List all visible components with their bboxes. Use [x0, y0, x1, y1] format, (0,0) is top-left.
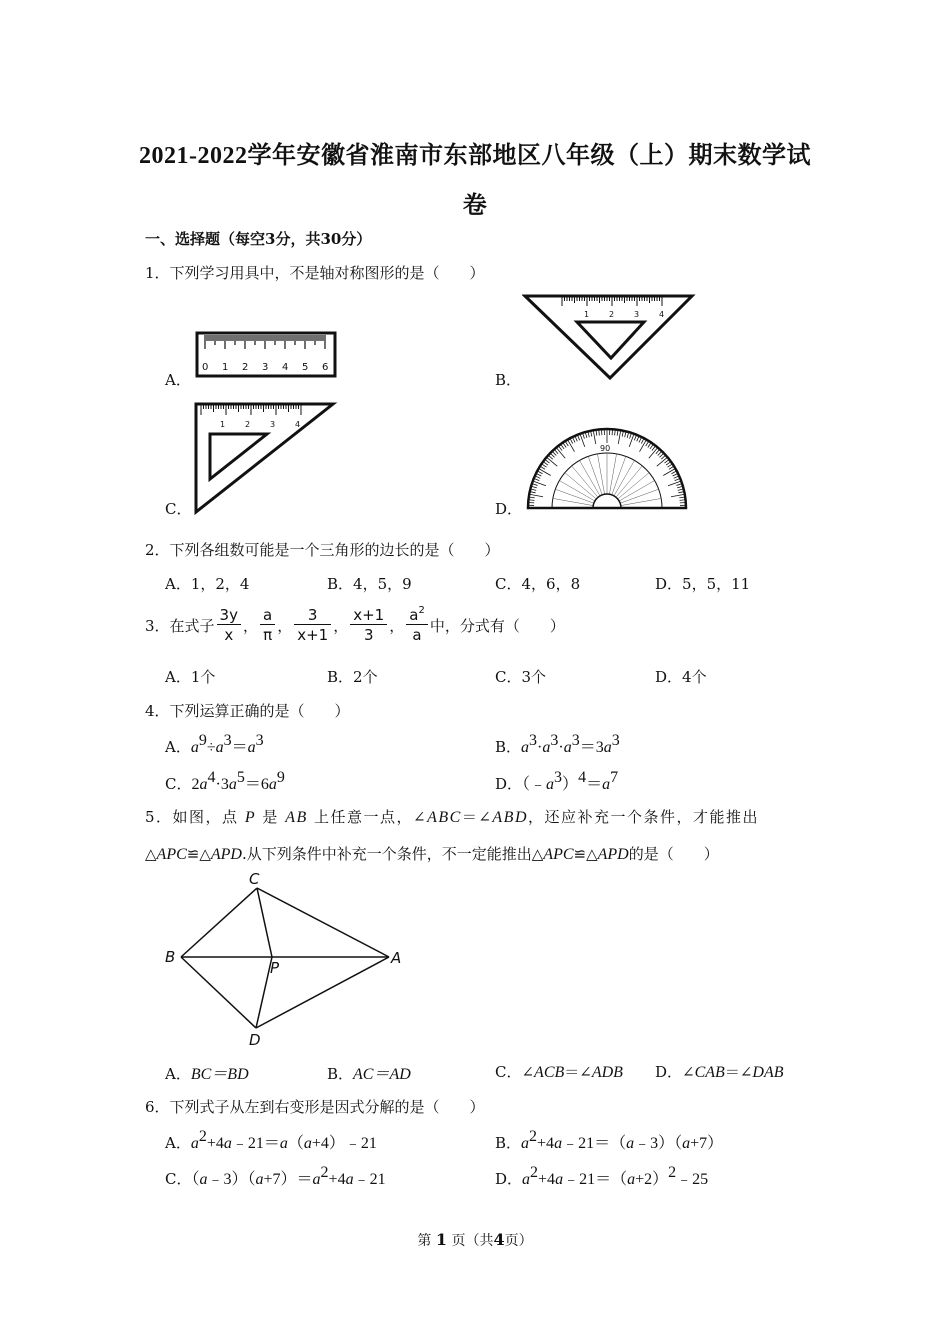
setsquare-number: 3	[270, 420, 276, 429]
ruler-image	[195, 330, 340, 380]
ruler-number: 6	[322, 362, 329, 373]
ruler-number: 1	[222, 362, 229, 373]
setsquare-number: 2	[609, 310, 615, 319]
q2-option-a: A．1，2，4	[165, 575, 250, 593]
q3-option-b: B．2个	[327, 668, 378, 686]
page-total: 4	[493, 1230, 505, 1249]
q6-option-d: D．$a^2+4a﹣21=(a+2)^2﹣25$	[495, 1164, 709, 1188]
q3-stem: 3．在式子 $\frac{3y}{x}$ ， $\frac{a}{\pi}$ ， $\frac{3}{x+1}$ ， $\frac{x+1}{3}$ ， $\frac{a^2}{a}$ 中，分式有（ ）	[145, 605, 565, 644]
setsquare-number: 3	[634, 310, 640, 319]
q1-option-d-label: D．	[495, 500, 523, 518]
q2-option-b: B．4，5，9	[327, 575, 412, 593]
q6-option-b: B．$a^2+4a﹣21=(a﹣3)(a+7)$	[495, 1128, 724, 1152]
q5-stem-line2: △APC≌△APD.从下列条件中补充一个条件，不一定能推出△APC≌△APD的是（ ）	[145, 845, 719, 863]
q2-option-d: D．5，5，11	[655, 575, 751, 593]
fraction-a-over-pi: $\frac{a}{\pi}$	[260, 606, 275, 645]
section-heading: 一、选择题（每空3分，共30分）	[145, 230, 372, 248]
q4-option-b: B．$a^3\cdot a^3\cdot a^3=3a^3$	[495, 732, 620, 756]
setsquare-number: 4	[295, 420, 301, 429]
fraction-3-over-x-plus-1: $\frac{3}{x+1}$	[294, 606, 331, 645]
q5-option-c: C．∠ACB＝∠ADB	[495, 1063, 623, 1081]
q5-option-a: A．BC＝BD	[165, 1065, 249, 1083]
q3-tail: 中，分式有（ ）	[429, 617, 565, 635]
point-label-a: A	[391, 949, 402, 967]
q1-option-a-label: A．	[165, 371, 191, 389]
setsquare-number: 1	[220, 420, 226, 429]
ruler-number: 4	[282, 362, 289, 373]
page-footer: 第 1 页（共4页）	[417, 1230, 533, 1249]
q6-option-c: C．$(a﹣3)(a+7)=a^2+4a﹣21$	[165, 1164, 386, 1188]
ruler-number: 3	[262, 362, 269, 373]
setsquare-right-image	[193, 400, 338, 515]
q3-lead: 3．在式子	[145, 617, 215, 635]
point-label-c: C	[249, 870, 260, 888]
page-title-line1: 2021-2022学年安徽省淮南市东部地区八年级（上）期末数学试	[139, 143, 811, 169]
q5-option-d: D．∠CAB＝∠DAB	[655, 1063, 784, 1081]
q2-option-c: C．4，6，8	[495, 575, 581, 593]
q4-option-c: C．$2a^4\cdot 3a^5=6a^9$	[165, 769, 285, 793]
ruler-number: 2	[242, 362, 249, 373]
q4-option-a: A．$a^9\div a^3=a^3$	[165, 732, 264, 756]
q4-option-d: D．$(﹣a^3)^4=a^7$	[495, 769, 619, 793]
q6-stem: 6．下列式子从左到右变形是因式分解的是（ ）	[145, 1098, 485, 1116]
q3-option-d: D．4个	[655, 668, 707, 686]
q5-figure-quadrilateral	[160, 865, 410, 1055]
setsquare-isosceles-image	[522, 292, 697, 382]
ruler-number: 5	[302, 362, 309, 373]
page-number: 1	[435, 1230, 447, 1249]
q3-option-a: A．1个	[165, 668, 216, 686]
setsquare-number: 1	[584, 310, 590, 319]
point-label-d: D	[249, 1031, 261, 1049]
ruler-number: 0	[202, 362, 209, 373]
page-title-line2: 卷	[462, 193, 488, 219]
protractor-image	[525, 420, 690, 515]
point-label-b: B	[165, 948, 176, 966]
setsquare-number: 4	[659, 310, 665, 319]
setsquare-number: 2	[245, 420, 251, 429]
fraction-a-squared-over-a: $\frac{a^2}{a}$	[406, 606, 428, 645]
q5-stem-line1: 5．如图，点 P 是 AB 上任意一点，∠ABC＝∠ABD，还应补充一个条件，才能推出	[145, 808, 760, 826]
fraction-3y-over-x: $\frac{3y}{x}$	[217, 606, 241, 645]
q1-stem: 1．下列学习用具中，不是轴对称图形的是（ ）	[145, 264, 485, 282]
point-label-p: P	[270, 959, 280, 977]
q4-stem: 4．下列运算正确的是（ ）	[145, 702, 350, 720]
q6-option-a: A．$a^2+4a﹣21=a(a+4)﹣21$	[165, 1128, 377, 1152]
q1-option-b-label: B．	[495, 371, 522, 389]
protractor-number: 90	[600, 444, 611, 453]
q1-option-c-label: C．	[165, 500, 192, 518]
fraction-x-plus-1-over-3: $\frac{x+1}{3}$	[350, 606, 387, 645]
q5-option-b: B．AC＝AD	[327, 1065, 411, 1083]
q3-option-c: C．3个	[495, 668, 547, 686]
q2-stem: 2．下列各组数可能是一个三角形的边长的是（ ）	[145, 541, 500, 559]
